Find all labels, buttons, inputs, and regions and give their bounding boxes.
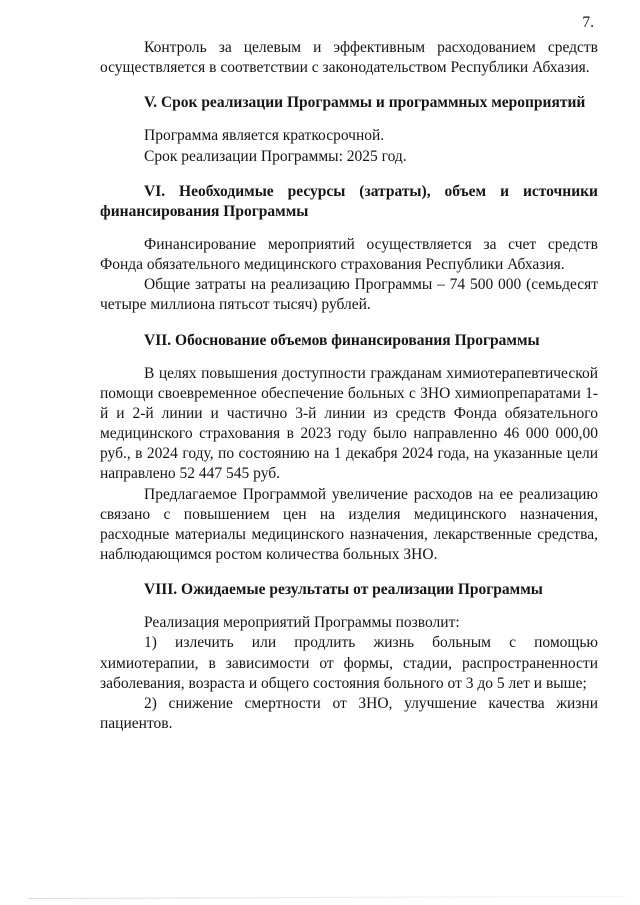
intro-paragraph: Контроль за целевым и эффективным расходованием средств осуществляется в соответствии с законодательством Республики Абхазия. (100, 39, 598, 77)
section-5-heading: V. Срок реализации Программы и программных мероприятий (144, 94, 586, 112)
section-6-paragraph-2: Общие затраты на реализацию Программы – 74 500 000 (семьдесят четыре миллиона пятьсот тысяч) рублей. (100, 276, 598, 314)
scan-edge-artifact (28, 896, 626, 899)
section-8-list-item-2: 2) снижение смертности от ЗНО, улучшение качества жизни пациентов. (100, 694, 598, 732)
section-5-paragraph-2: Срок реализации Программы: 2025 год. (144, 147, 407, 165)
section-7-paragraph-1: В целях повышения доступности гражданам химиотерапевтической помощи своевременное обеспечение больных с ЗНО химиопрепаратами 1-й и 2-й линии и частично 3-й линии из средств Фонда обязательного медицинского страхования в 2023 году было направленно 46 000 000,00 руб., в 2024 году, по состоянию на 1 декабря 2024 года, на указанные цели направлено 52 447 545 руб. (100, 364, 598, 483)
section-6-heading: VI. Необходимые ресурсы (затраты), объем и источники финансирования Программы (100, 182, 598, 220)
section-7-paragraph-2: Предлагаемое Программой увеличение расходов на ее реализацию связано с повышением цен на изделия медицинского назначения, расходные материалы медицинского назначения, лекарственные средства, наблюдающимся ростом количества больных ЗНО. (100, 485, 598, 563)
document-content (100, 38, 598, 734)
section-7-heading: VII. Обоснование объемов финансирования Программы (144, 331, 540, 349)
section-5-paragraph-1: Программа является краткосрочной. (144, 127, 385, 145)
section-8-paragraph-1: Реализация мероприятий Программы позволит: (144, 614, 460, 632)
section-8-heading: VIII. Ожидаемые результаты от реализации Программы (144, 581, 543, 599)
page-number: 7. (582, 14, 594, 31)
section-6-paragraph-1: Финансирование мероприятий осуществляется за счет средств Фонда обязательного медицинского страхования Республики Абхазия. (100, 235, 598, 274)
section-8-list-item-1: 1) излечить или продлить жизнь больным с помощью химиотерапии, в зависимости от формы, стадии, распространенности заболевания, возраста и общего состояния больного от 3 до 5 лет и выше; (100, 634, 598, 692)
